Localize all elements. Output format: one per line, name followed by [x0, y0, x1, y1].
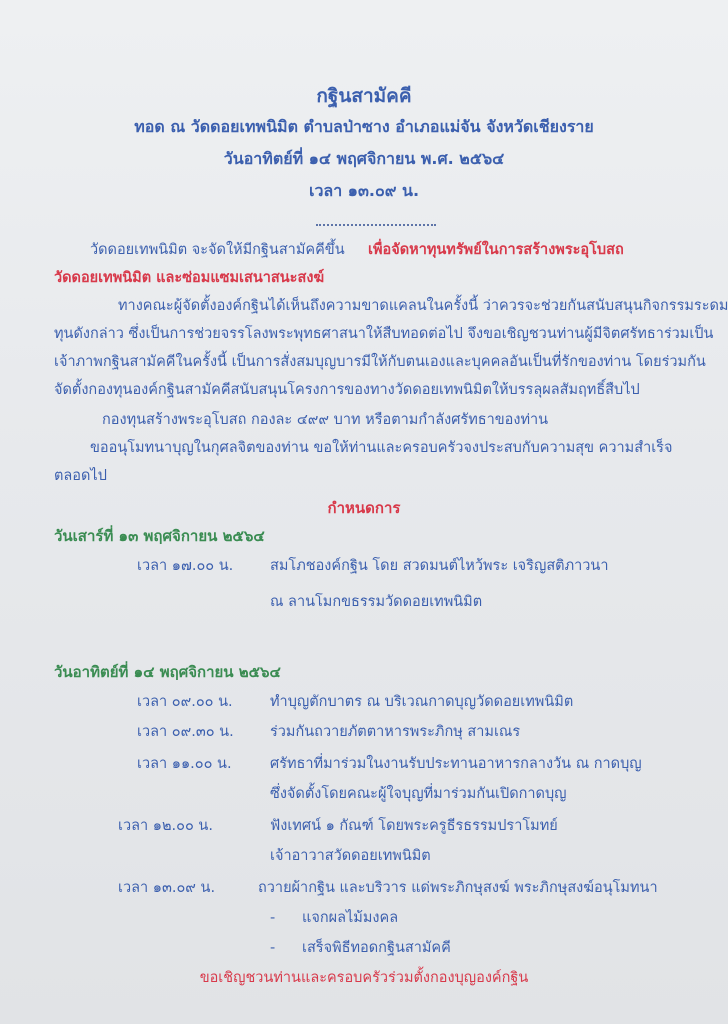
day2-item3-text: ศรัทธาที่มาร่วมในงานรับประทานอาหารกลางวัน ณ กาดบุญ — [270, 756, 642, 772]
intro-para2-line1: ทางคณะผู้จัดตั้งองค์กฐินได้เห็นถึงความขาดแคลนในครั้งนี้ ว่าควรจะช่วยกันสนับสนุนกิจกรรมระดม — [118, 298, 728, 314]
date-line: วันอาทิตย์ที่ ๑๔ พฤศจิกายน พ.ศ. ๒๕๖๔ — [223, 149, 505, 168]
day2-item3-time: เวลา ๑๑.๐๐ น. — [137, 756, 232, 772]
bullet-fruit: แจกผลไม้มงคล — [302, 910, 399, 926]
day2-item5-time: เวลา ๑๓.๐๙ น. — [118, 880, 216, 896]
day1-item1-text: สมโภชองค์กฐิน โดย สวดมนต์ไหว้พระ เจริญสติภาวนา — [270, 558, 609, 574]
day2-item4-text2: เจ้าอาวาสวัดดอยเทพนิมิต — [270, 848, 431, 864]
day2-item2-text: ร่วมกันถวายภัตตาหารพระภิกษุ สามเณร — [270, 724, 521, 740]
day2-item1-time: เวลา ๐๙.๐๐ น. — [137, 694, 233, 710]
venue-line: ทอด ณ วัดดอยเทพนิมิต ตำบลป่าซาง อำเภอแม่จัน จังหวัดเชียงราย — [134, 117, 594, 136]
blessing-line-1: ขออนุโมทนาบุญในกุศลจิตของท่าน ขอให้ท่านและครอบครัวจงประสบกับความสุข ความสำเร็จ — [90, 440, 673, 456]
bullet-ceremony-end: เสร็จพิธีทอดกฐินสามัคคี — [302, 940, 451, 956]
intro-line-1a: วัดดอยเทพนิมิต จะจัดให้มีกฐินสามัคคีขึ้น — [90, 242, 345, 258]
day2-item4-text: ฟังเทศน์ ๑ กัณฑ์ โดยพระครูธีรธรรมปราโมทย์ — [270, 818, 558, 834]
bullet-dash-1: - — [270, 910, 276, 926]
closing-invitation: ขอเชิญชวนท่านและครอบครัวร่วมตั้งกองบุญองค์กฐิน — [199, 970, 529, 986]
day2-date: วันอาทิตย์ที่ ๑๔ พฤศจิกายน ๒๕๖๔ — [54, 663, 281, 681]
day1-item1-time: เวลา ๑๗.๐๐ น. — [137, 558, 234, 574]
fund-line: กองทุนสร้างพระอุโบสถ กองละ ๔๙๙ บาท หรือตามกำลังศรัทธาของท่าน — [102, 412, 549, 428]
day1-item1-text2: ณ ลานโมกขธรรมวัดดอยเทพนิมิต — [270, 594, 483, 610]
day2-item4-time: เวลา ๑๒.๐๐ น. — [118, 818, 213, 834]
intro-para2-line3: เจ้าภาพกฐินสามัคคีในครั้งนี้ เป็นการสั่งสมบุญบารมีให้กับตนเองและบุคคลอันเป็นที่รักของท่าน โดยร่วมกัน — [54, 354, 706, 370]
intro-line-1c: วัดดอยเทพนิมิต และซ่อมแซมเสนาสนะสงฆ์ — [54, 270, 325, 286]
intro-line-1b: เพื่อจัดหาทุนทรัพย์ในการสร้างพระอุโบสถ — [368, 242, 624, 258]
day2-item1-text: ทำบุญตักบาตร ณ บริเวณกาดบุญวัดดอยเทพนิมิต — [270, 694, 574, 710]
time-line: เวลา ๑๓.๐๙ น. — [308, 181, 420, 200]
intro-para2-line4: จัดตั้งกองทุนองค์กฐินสามัคคีสนับสนุนโครงการของทางวัดดอยเทพนิมิตให้บรรลุผลสัมฤทธิ์สืบไป — [54, 382, 640, 398]
day2-item2-time: เวลา ๐๙.๓๐ น. — [137, 724, 234, 740]
day2-item5-text: ถวายผ้ากฐิน และบริวาร แด่พระภิกษุสงฆ์ พระภิกษุสงฆ์อนุโมทนา — [258, 880, 658, 896]
document-title: กฐินสามัคคี — [316, 85, 412, 107]
bullet-dash-2: - — [270, 940, 276, 956]
schedule-heading: กำหนดการ — [327, 499, 401, 517]
day1-date: วันเสาร์ที่ ๑๓ พฤศจิกายน ๒๕๖๔ — [54, 527, 265, 545]
blessing-line-2: ตลอดไป — [54, 468, 107, 484]
intro-para2-line2: ทุนดังกล่าว ซึ่งเป็นการช่วยจรรโลงพระพุทธศาสนาให้สืบทอดต่อไป จึงขอเชิญชวนท่านผู้มีจิตศรัทธาร่วมเป็น — [54, 326, 714, 342]
day2-item3-text2: ซึ่งจัดตั้งโดยคณะผู้ใจบุญที่มาร่วมกันเปิดกาดบุญ — [270, 786, 567, 802]
dotted-divider — [316, 224, 436, 226]
